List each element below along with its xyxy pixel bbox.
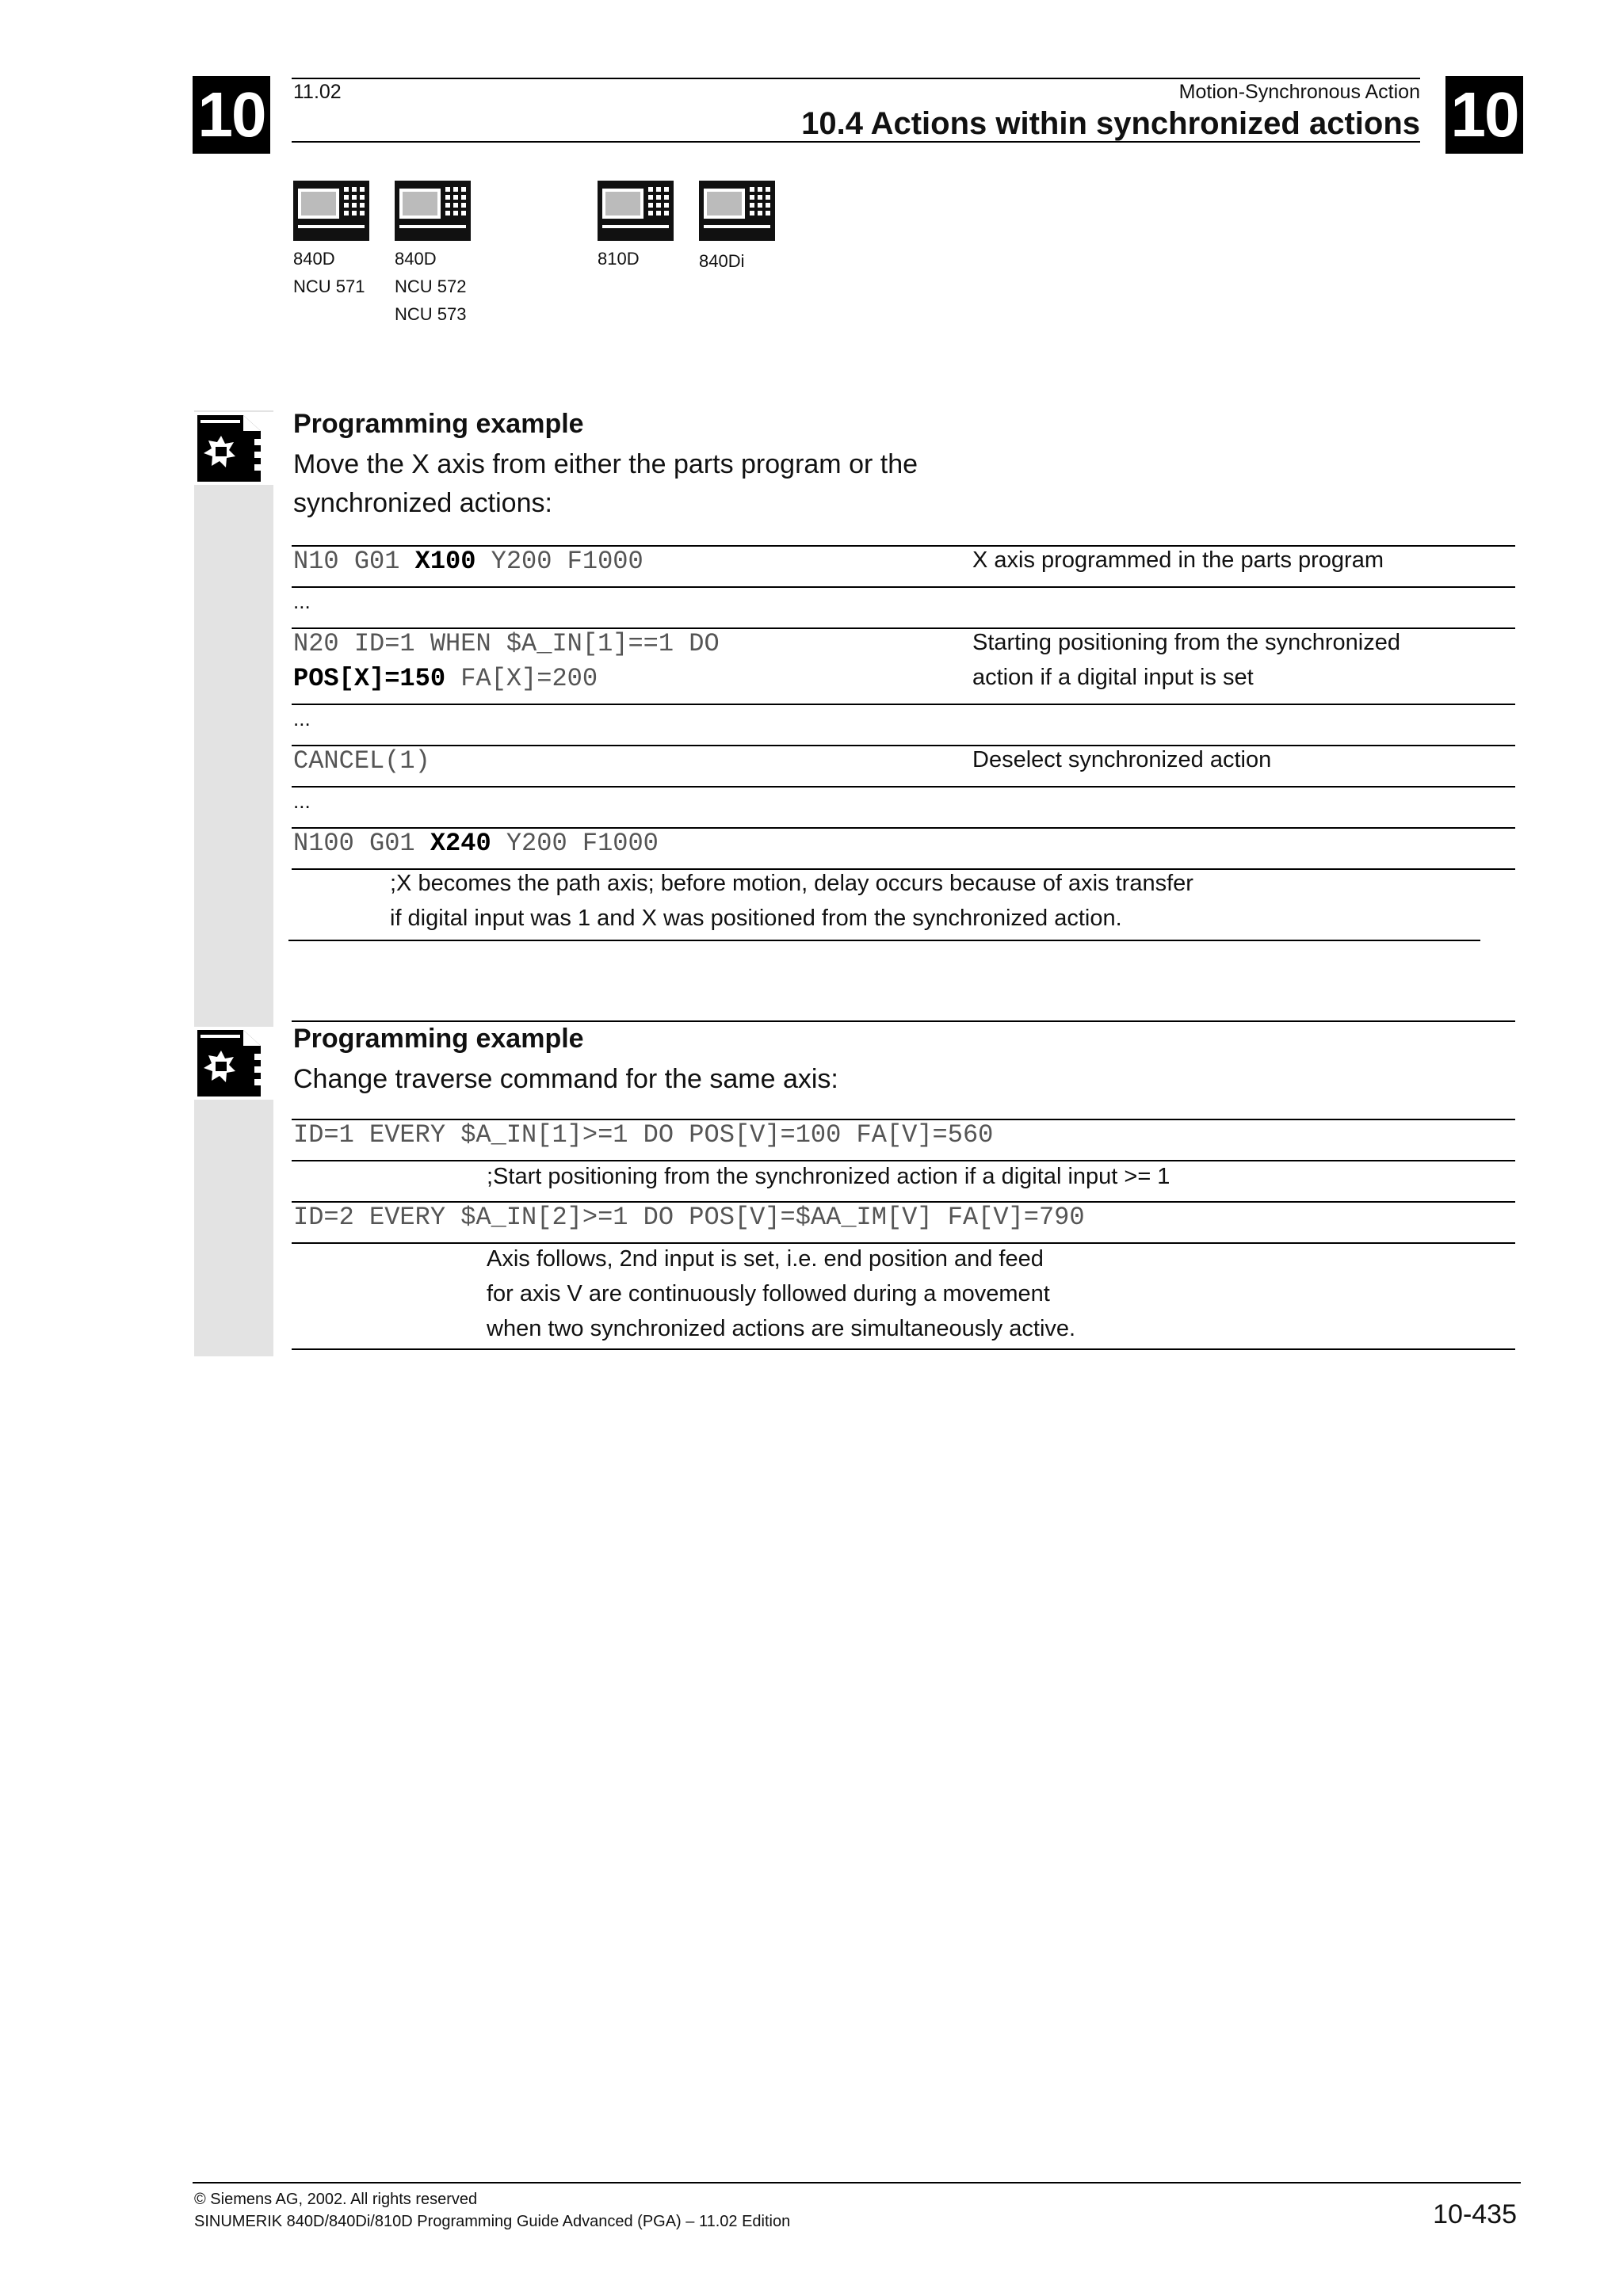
code-line: CANCEL(1) xyxy=(293,746,430,776)
table-rule xyxy=(292,1348,1515,1350)
control-label: NCU 572 xyxy=(395,277,467,296)
chapter-number-left: 10 xyxy=(193,76,270,154)
chapter-number-right: 10 xyxy=(1445,76,1523,154)
controller-panel-icon xyxy=(699,181,775,241)
code-comment: X axis programmed in the parts program xyxy=(972,547,1384,573)
header-bottom-rule xyxy=(292,141,1420,143)
header-section-group: Motion-Synchronous Action xyxy=(1178,81,1420,103)
page-number: 10-435 xyxy=(1433,2199,1517,2229)
code-comment: ;Start positioning from the synchronized action if a digital input >= 1 xyxy=(487,1164,1170,1189)
code-note: ;X becomes the path axis; before motion, delay occurs because of axis transfer if digital input was 1 and X was positioned from the synchronized action. xyxy=(390,871,1193,931)
table-rule xyxy=(292,745,1515,746)
ellipsis: ... xyxy=(293,589,311,613)
footer-copyright: © Siemens AG, 2002. All rights reserved xyxy=(194,2191,478,2208)
code-comment: Deselect synchronized action xyxy=(972,747,1272,772)
controller-panel-icon xyxy=(598,181,674,241)
control-label: NCU 571 xyxy=(293,277,365,296)
programming-example-icon xyxy=(194,412,273,485)
code-line: N20 ID=1 WHEN $A_IN[1]==1 DO xyxy=(293,629,720,658)
programming-example-icon xyxy=(194,1027,273,1100)
code-line: N10 G01 X100 Y200 F1000 xyxy=(293,547,643,576)
code-line: ID=1 EVERY $A_IN[1]>=1 DO POS[V]=100 FA[V]=560 xyxy=(293,1120,994,1150)
page-title: 10.4 Actions within synchronized actions xyxy=(801,106,1420,141)
control-840d-ncu572-573 xyxy=(395,181,471,328)
code-comment: Axis follows, 2nd input is set, i.e. end position and feed for axis V are continuously followed during a movement when two synchronized actions are simultaneously active. xyxy=(487,1246,1076,1341)
code-comment: Starting positioning from the synchronized action if a digital input is set xyxy=(972,630,1401,690)
control-label: NCU 573 xyxy=(395,304,467,324)
header-top-rule xyxy=(292,78,1420,79)
control-840di xyxy=(699,181,775,275)
intro-text: Change traverse command for the same axis: xyxy=(293,1064,838,1094)
ellipsis: ... xyxy=(293,707,311,730)
section-rule xyxy=(292,1020,1515,1022)
table-rule xyxy=(292,586,1515,588)
controller-panel-icon xyxy=(293,181,369,241)
control-810d xyxy=(598,181,674,273)
intro-text: Move the X axis from either the parts program or the synchronized actions: xyxy=(293,449,918,518)
section-title: Programming example xyxy=(293,1024,584,1054)
table-rule xyxy=(292,786,1515,788)
table-rule xyxy=(292,704,1515,705)
header-date: 11.02 xyxy=(293,81,342,103)
control-label: 840D xyxy=(293,249,335,269)
control-label: 840D xyxy=(395,249,437,269)
footer-document: SINUMERIK 840D/840Di/810D Programming Guide Advanced (PGA) – 11.02 Edition xyxy=(194,2213,791,2230)
code-line: POS[X]=150 FA[X]=200 xyxy=(293,664,598,693)
control-840d-ncu571 xyxy=(293,181,369,300)
control-label: 840Di xyxy=(699,251,745,271)
code-line: N100 G01 X240 Y200 F1000 xyxy=(293,829,659,858)
footer-rule xyxy=(193,2182,1521,2183)
section-title: Programming example xyxy=(293,409,584,439)
margin-bar xyxy=(194,410,273,1356)
control-label: 810D xyxy=(598,249,640,269)
code-line: ID=2 EVERY $A_IN[2]>=1 DO POS[V]=$AA_IM[V] FA[V]=790 xyxy=(293,1203,1085,1232)
table-rule xyxy=(288,940,1480,941)
controller-panel-icon xyxy=(395,181,471,241)
ellipsis: ... xyxy=(293,789,311,813)
